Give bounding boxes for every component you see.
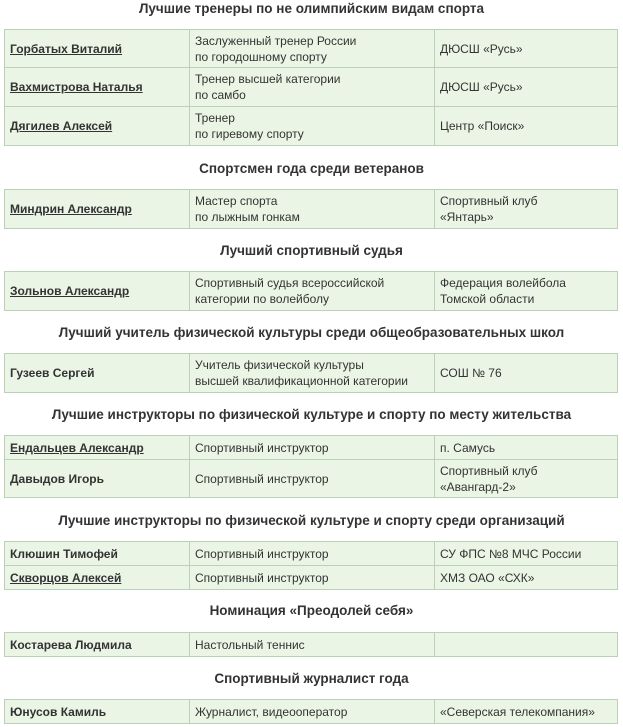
- awards-table: [4, 435, 618, 498]
- nominee-organization: «Северская телекомпания»: [435, 700, 618, 724]
- nominee-organization: п. Самусь: [435, 436, 618, 460]
- section-title: Лучшие тренеры по не олимпийским видам спорта: [138, 1, 485, 16]
- nominee-description: Заслуженный тренер России по городошному спорту: [190, 30, 435, 68]
- nominee-description: Спортивный инструктор: [190, 460, 435, 498]
- awards-table: [4, 632, 618, 657]
- section-title: Спортсмен года среди ветеранов: [199, 161, 424, 176]
- nominee-organization: СУ ФПС №8 МЧС России: [435, 542, 618, 566]
- nominee-link[interactable]: Ендальцев Александр: [10, 440, 144, 455]
- section-title: Спортивный журналист года: [214, 671, 409, 686]
- awards-table: [4, 699, 618, 724]
- nominee-name[interactable]: [5, 272, 190, 311]
- nominee-organization: Спортивный клуб «Янтарь»: [435, 190, 618, 229]
- table-row: [5, 272, 618, 311]
- nominee-name[interactable]: [5, 566, 190, 590]
- table-row: [5, 542, 618, 566]
- nominee-name[interactable]: [5, 436, 190, 460]
- nominee-name[interactable]: [5, 30, 190, 68]
- nominee-organization: СОШ № 76: [435, 354, 618, 393]
- nominee-description: Мастер спорта по лыжным гонкам: [190, 190, 435, 229]
- section-title: Лучшие инструкторы по физической культуре и спорту по месту жительства: [51, 407, 572, 422]
- nominee-name[interactable]: [5, 190, 190, 229]
- nominee-organization: ДЮСШ «Русь»: [435, 68, 618, 107]
- nominee-organization: Спортивный клуб «Авангард-2»: [435, 460, 618, 498]
- awards-table: [4, 29, 618, 146]
- nominee-description: Спортивный инструктор: [190, 436, 435, 460]
- nominee-organization: Центр «Поиск»: [435, 107, 618, 146]
- awards-table: [4, 541, 618, 590]
- nominee-description: Спортивный инструктор: [190, 542, 435, 566]
- nominee-name: Костарева Людмила: [5, 633, 190, 657]
- nominee-description: Тренер высшей категории по самбо: [190, 68, 435, 107]
- nominee-link[interactable]: Дягилев Алексей: [10, 119, 113, 133]
- nominee-name[interactable]: [5, 68, 190, 107]
- nominee-description: Тренер по гиревому спорту: [190, 107, 435, 146]
- nominee-description: Журналист, видеооператор: [190, 700, 435, 724]
- nominee-link[interactable]: Зольнов Александр: [10, 284, 130, 298]
- nominee-description: Спортивный инструктор: [190, 566, 435, 590]
- table-row: [5, 107, 618, 146]
- table-row: [5, 633, 618, 657]
- nominee-organization: Федерация волейбола Томской области: [435, 272, 618, 311]
- awards-table: [4, 189, 618, 229]
- nominee-link[interactable]: Вахмистрова Наталья: [10, 80, 143, 94]
- nominee-organization: ХМЗ ОАО «СХК»: [435, 566, 618, 590]
- table-row: [5, 68, 618, 107]
- table-row: [5, 354, 618, 393]
- nominee-name: Клюшин Тимофей: [5, 542, 190, 566]
- table-row: [5, 566, 618, 590]
- section-title: Лучший спортивный судья: [220, 243, 403, 258]
- nominee-name: Давыдов Игорь: [5, 460, 190, 498]
- section-title: Лучшие инструкторы по физической культуре и спорту среди организаций: [58, 513, 565, 528]
- table-row: [5, 460, 618, 498]
- awards-table: [4, 271, 618, 311]
- nominee-link[interactable]: Горбатых Виталий: [10, 41, 123, 56]
- section-title: Номинация «Преодолей себя»: [209, 603, 414, 618]
- nominee-name: Юнусов Камиль: [5, 700, 190, 724]
- table-row: [5, 190, 618, 229]
- table-row: [5, 30, 618, 68]
- nominee-description: Спортивный судья всероссийской категории по волейболу: [190, 272, 435, 311]
- nominee-link[interactable]: Скворцов Алексей: [10, 570, 122, 585]
- nominee-organization: [435, 633, 618, 657]
- awards-table: [4, 353, 618, 393]
- nominee-name[interactable]: [5, 107, 190, 146]
- nominee-description: Настольный теннис: [190, 633, 435, 657]
- table-row: [5, 436, 618, 460]
- nominee-link[interactable]: Миндрин Александр: [10, 202, 132, 216]
- nominee-organization: ДЮСШ «Русь»: [435, 30, 618, 68]
- nominee-description: Учитель физической культуры высшей квалификационной категории: [190, 354, 435, 393]
- nominee-name: Гузеев Сергей: [5, 354, 190, 393]
- section-title: Лучший учитель физической культуры среди общеобразовательных школ: [58, 325, 565, 340]
- table-row: [5, 700, 618, 724]
